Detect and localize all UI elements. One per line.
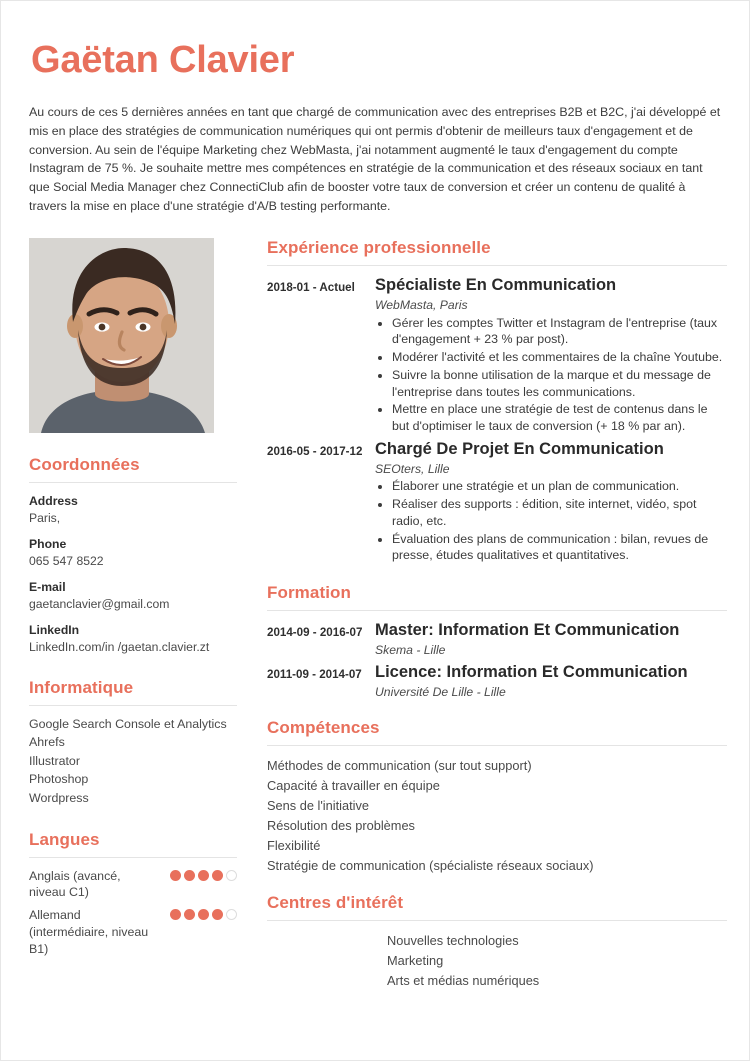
education-entry [267,663,727,701]
bullet-item: • Évaluation des plans de communication : bilan, revues de presse, études qualitatives et quantitatives. [392,531,727,564]
rating-dot-filled [212,870,223,881]
contact-label: E-mail [29,579,66,594]
contact-field [29,579,237,613]
columns-container [27,238,727,991]
divider [267,265,727,266]
experience-entry [267,276,727,436]
rating-dot-filled [198,909,209,920]
entry-dates: 2018-01 - Actuel [267,280,355,294]
experience-entry [267,440,727,565]
entry-body [375,276,727,436]
section-interests [267,893,727,990]
entry-title: Master: Information Et Communication [375,621,680,640]
entry-title: Chargé De Projet En Communication [375,439,664,458]
contact-value-linkedin[interactable]: LinkedIn.com/in /gaetan.clavier.zt [29,639,210,654]
language-name: Anglais (avancé, niveau C1) [29,868,121,900]
bullet-item: • Modérer l'activité et les commentaires de la chaîne Youtube. [392,349,727,366]
contact-field [29,622,237,656]
entry-dates: 2016-05 - 2017-12 [267,444,363,458]
contact-value-address: Paris, [29,511,61,526]
contact-label: Phone [29,536,67,551]
entry-bullets [375,478,727,564]
language-row [29,907,237,958]
entry-body [375,663,727,701]
language-row [29,868,237,902]
section-title-interests: Centres d'intérêt [267,893,404,913]
list-item: Photoshop [29,772,89,787]
rating-dot-filled [212,909,223,920]
main-column [267,238,727,991]
entry-title: Licence: Information Et Communication [375,662,688,681]
divider [29,705,237,706]
divider [29,482,237,483]
list-item: Nouvelles technologies [387,933,519,949]
list-item: Illustrator [29,753,80,768]
section-experience [267,238,727,565]
contact-label: Address [29,493,78,508]
entry-dates: 2011-09 - 2014-07 [267,667,362,681]
rating-dot-filled [170,870,181,881]
contact-field [29,536,237,570]
divider [267,745,727,746]
list-item: Méthodes de communication (sur tout support) [267,758,532,774]
language-rating [170,907,237,920]
entry-organization: Skema - Lille [375,642,446,657]
list-item: Sens de l'initiative [267,798,370,814]
skills-list [267,756,727,875]
list-item: Marketing [387,953,444,969]
section-skills [267,718,727,875]
entry-bullets [375,315,727,435]
entry-organization: Université De Lille - Lille [375,684,506,699]
section-title-education: Formation [267,583,352,603]
section-title-experience: Expérience professionnelle [267,237,491,257]
list-item: Résolution des problèmes [267,817,415,833]
computing-list [29,716,237,808]
page-title: Gaëtan Clavier [31,39,295,81]
entry-organization: WebMasta, Paris [375,297,468,312]
section-title-computing: Informatique [29,677,134,697]
bullet-item: • Mettre en place une stratégie de test de contenus dans le but d'optimiser le taux de conversion (+ 18 % par an). [392,401,727,434]
divider [267,610,727,611]
interests-list [267,931,727,990]
bullet-item: • Suivre la bonne utilisation de la marque et du message de l'entreprise dans toutes les communications. [392,367,727,400]
sidebar [27,238,237,964]
contact-label: LinkedIn [29,622,80,637]
rating-dot-empty [226,909,237,920]
language-name: Allemand (intermédiaire, niveau B1) [29,908,149,957]
list-item: Ahrefs [29,735,65,750]
section-contact [29,455,237,656]
rating-dot-filled [170,909,181,920]
profile-summary: Au cours de ces 5 dernières années en tant que chargé de communication avec des entreprises B2B et B2C, j'ai développé et mis en place des stratégies de communication numériques qui ont permis d'obtenir de meilleurs taux d'engagement et de conversion. Au sein de l'équipe Marketing chez WebMasta, j'ai notamment augmenté le taux d'engagement du compte Instagram de 75 %. Je souhaite mettre mes compétences en stratégie de la communication et des réseaux sociaux en tant que Social Media Manager chez ConnectiClub afin de booster votre taux de conversion et créer un contenu de qualité à travers la mise en place d'une stratégie d'A/B testing performante. [29,104,721,214]
list-item: Google Search Console et Analytics [29,716,227,731]
language-rating [170,868,237,881]
rating-dot-filled [184,870,195,881]
contact-value-email[interactable]: gaetanclavier@gmail.com [29,596,170,611]
contact-field [29,493,237,527]
section-languages [29,830,237,958]
list-item: Stratégie de communication (spécialiste réseaux sociaux) [267,857,594,873]
contact-value-phone: 065 547 8522 [29,553,104,568]
entry-organization: SEOters, Lille [375,461,450,476]
entry-dates: 2014-09 - 2016-07 [267,626,363,640]
education-entry [267,621,727,659]
bullet-item: • Gérer les comptes Twitter et Instagram de l'entreprise (taux d'engagement + 23 % par post). [392,315,727,348]
entry-body [375,621,727,659]
section-title-languages: Langues [29,829,100,849]
entry-title: Spécialiste En Communication [375,275,617,294]
rating-dot-filled [184,909,195,920]
list-item: Arts et médias numériques [387,973,540,989]
entry-body [375,440,727,565]
divider [267,920,727,921]
profile-photo-illustration [29,238,214,433]
list-item: Capacité à travailler en équipe [267,778,440,794]
section-computing [29,678,237,808]
bullet-item: • Élaborer une stratégie et un plan de communication. [392,478,727,495]
divider [29,857,237,858]
rating-dot-empty [226,870,237,881]
list-item: Flexibilité [267,837,321,853]
section-education [267,583,727,700]
section-title-skills: Compétences [267,718,380,738]
avatar [29,238,214,433]
list-item: Wordpress [29,791,89,806]
section-title-contact: Coordonnées [29,454,140,474]
rating-dot-filled [198,870,209,881]
bullet-item: • Réaliser des supports : édition, site internet, vidéo, spot radio, etc. [392,496,727,529]
